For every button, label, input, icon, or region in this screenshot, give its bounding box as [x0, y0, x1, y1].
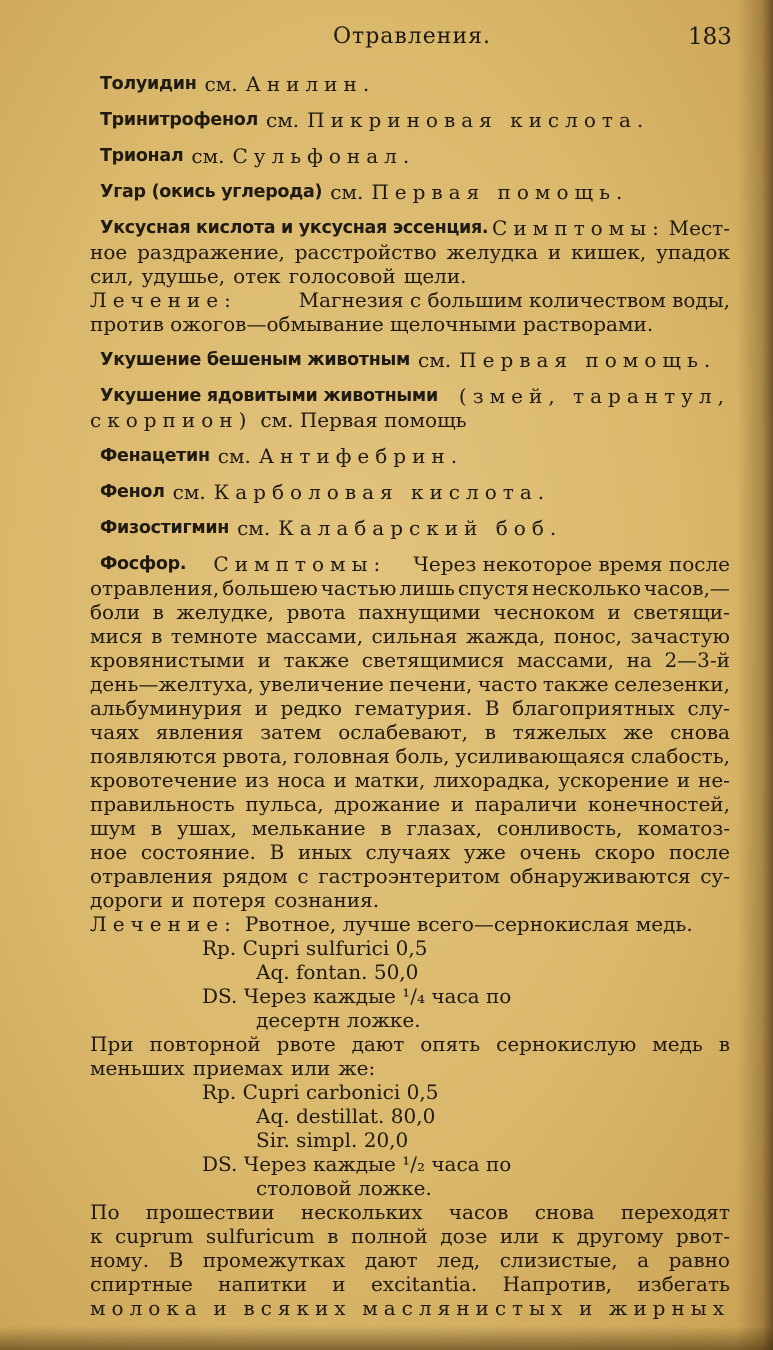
- word: матки,: [354, 768, 426, 792]
- word: редко: [280, 696, 342, 720]
- phos-line: [90, 624, 730, 648]
- treatment-text: против ожогов—обмывание щелочными растворами.: [90, 312, 654, 336]
- entry-see: см.: [330, 180, 364, 204]
- word: голосовой: [288, 264, 396, 288]
- word: мися: [90, 624, 143, 648]
- word: также: [283, 648, 350, 672]
- entry-see: см.: [191, 144, 225, 168]
- word: благоприятных: [512, 696, 675, 720]
- word: избегать: [637, 1272, 730, 1296]
- phos-line: [90, 816, 730, 840]
- phos-line: [90, 864, 730, 888]
- symptoms-label: Симптомы:: [492, 216, 665, 240]
- word: ускорение: [558, 768, 669, 792]
- word: часов,—: [643, 576, 730, 600]
- acid-treatment-line: [90, 312, 730, 336]
- phos-line: [90, 600, 730, 624]
- word: альбуминурия: [90, 696, 243, 720]
- entry-term: Укушение бешеным животным: [100, 350, 411, 370]
- spacer: [90, 540, 730, 552]
- acid-treatment-line: [90, 288, 730, 312]
- word: правильность: [90, 792, 235, 816]
- recipe-line: Rp. Cupri carbonici 0,5: [202, 1080, 439, 1104]
- word: пульса,: [245, 792, 324, 816]
- word: светящи-: [633, 600, 730, 624]
- recipe-line: Rp. Cupri sulfurici 0,5: [202, 936, 428, 960]
- word: кишек,: [571, 240, 647, 264]
- word: щели.: [403, 264, 467, 288]
- phos-text: Через некоторое время после: [413, 552, 730, 576]
- word: в: [151, 624, 163, 648]
- header-title: Отравления.: [333, 24, 491, 49]
- word: и: [332, 1272, 346, 1296]
- word: cuprum: [115, 1224, 194, 1248]
- entry-term: Фенацетин: [100, 446, 210, 466]
- word: полной: [350, 1224, 428, 1248]
- recipe-line: DS. Через каждые ¹/₄ часа по: [202, 984, 512, 1008]
- acid-term: Уксусная кислота и уксусная эссенция.: [100, 218, 489, 238]
- word: жирных: [608, 1296, 730, 1320]
- word: отравления,: [90, 576, 220, 600]
- word: коматоз-: [637, 816, 730, 840]
- spacer: [90, 132, 730, 144]
- word: удушье,: [141, 264, 226, 288]
- word: сильная: [371, 624, 458, 648]
- word: к: [90, 1224, 103, 1248]
- index-entry: [90, 480, 730, 504]
- entry-term: Толуидин: [100, 74, 197, 94]
- word: глазах,: [406, 816, 483, 840]
- word: упадок: [656, 240, 730, 264]
- word: отравления: [90, 864, 213, 888]
- word: прошествии: [145, 1200, 275, 1224]
- word: мелькание: [251, 816, 366, 840]
- word: сонливость,: [496, 816, 623, 840]
- word: к: [551, 1224, 565, 1248]
- word: усиливающаяся: [455, 744, 625, 768]
- word: часто: [477, 672, 538, 696]
- word: появляются: [90, 744, 217, 768]
- word: не-: [698, 768, 730, 792]
- index-entry: [90, 72, 730, 96]
- word: промежутках: [202, 1248, 346, 1272]
- word: несколько: [531, 576, 641, 600]
- phos-term: Фосфор.: [100, 554, 187, 574]
- word: отек: [233, 264, 281, 288]
- word: и: [171, 888, 185, 912]
- word: ушах,: [176, 816, 237, 840]
- word: в: [327, 1224, 339, 1248]
- word: рвота: [286, 600, 346, 624]
- recipe-line: десертн ложке.: [256, 1008, 421, 1032]
- word: на: [626, 648, 652, 672]
- bite-spaced: скорпион): [90, 408, 253, 432]
- phos-line: [90, 1296, 730, 1320]
- entry-reference: Первая помощь.: [459, 348, 717, 372]
- entry-term: Трионал: [100, 146, 184, 166]
- word: селезенки,: [614, 672, 730, 696]
- phos-line: [90, 1272, 730, 1296]
- index-entry: [90, 108, 730, 132]
- word: также: [542, 672, 609, 696]
- treatment-text: Магнезия с большим количеством воды,: [298, 288, 730, 312]
- word: же:: [338, 1056, 376, 1080]
- entry-reference: Анилин.: [245, 72, 376, 96]
- entry-reference: Карболовая кислота.: [213, 480, 551, 504]
- phos-treatment-line: [90, 912, 730, 936]
- phos-line: [90, 672, 730, 696]
- treatment-label: Лечение:: [90, 288, 237, 312]
- index-entry: [90, 180, 730, 204]
- index-entry: [90, 348, 730, 372]
- spacer: [90, 372, 730, 384]
- word: ное: [90, 840, 128, 864]
- spacer: [90, 96, 730, 108]
- word: раздражение,: [137, 240, 285, 264]
- word: скоро: [594, 840, 656, 864]
- word: дозе: [440, 1224, 488, 1248]
- word: рвота,: [222, 744, 288, 768]
- word: частью: [320, 576, 397, 600]
- word: и: [676, 768, 691, 792]
- word: с: [297, 864, 309, 888]
- word: ослабевают,: [338, 720, 468, 744]
- word: В: [484, 696, 500, 720]
- word: слабость,: [630, 744, 730, 768]
- phos-line: [90, 696, 730, 720]
- word: дают: [351, 1032, 405, 1056]
- recipe-line: Aq. fontan. 50,0: [256, 960, 419, 984]
- word: параличи: [474, 792, 578, 816]
- word: носа: [277, 768, 326, 792]
- spacer: [90, 336, 730, 348]
- word: лед,: [437, 1248, 481, 1272]
- word: дрожание: [334, 792, 441, 816]
- spacer: [90, 432, 730, 444]
- word: По: [90, 1200, 120, 1224]
- entry-reference: Калабарский боб.: [278, 516, 563, 540]
- word: опять: [420, 1032, 481, 1056]
- phos-line: [90, 1200, 730, 1224]
- word: темноте: [170, 624, 258, 648]
- page-body: [90, 72, 730, 1320]
- phos-line: [90, 1224, 730, 1248]
- spacer: [90, 504, 730, 516]
- word: су-: [700, 864, 730, 888]
- word: напитки: [218, 1272, 307, 1296]
- word: и: [254, 696, 268, 720]
- entry-reference: Антифебрин.: [258, 444, 464, 468]
- word: сил,: [90, 264, 134, 288]
- word: в: [380, 816, 392, 840]
- word: и: [547, 240, 562, 264]
- word: явления: [155, 720, 244, 744]
- word: молока: [90, 1296, 203, 1320]
- word: желудке,: [176, 600, 275, 624]
- word: зачастую: [630, 624, 730, 648]
- word: обнаруживаются: [509, 864, 691, 888]
- acid-line: [90, 264, 730, 288]
- entry-term: Фенол: [100, 482, 165, 502]
- treatment-text: Рвотное, лучше всего—сернокислая медь.: [244, 912, 693, 936]
- word: повторной: [149, 1032, 261, 1056]
- word: в: [150, 816, 163, 840]
- entry-reference: Сульфонал.: [232, 144, 416, 168]
- word: дороги: [90, 888, 164, 912]
- word: снова: [534, 1200, 595, 1224]
- word: чаях: [90, 720, 140, 744]
- word: спустя: [457, 576, 529, 600]
- word: рядом: [222, 864, 288, 888]
- page-edge-shadow: [737, 0, 773, 1350]
- word: другому: [576, 1224, 664, 1248]
- entry-term: Тринитрофенол: [100, 110, 259, 130]
- word: желудка: [446, 240, 538, 264]
- word: пахнущими: [358, 600, 481, 624]
- word: 2—3-й: [664, 648, 730, 672]
- word: очень: [519, 840, 581, 864]
- entry-see: см.: [418, 348, 452, 372]
- word: слу-: [687, 696, 730, 720]
- word: после: [668, 840, 730, 864]
- word: переходят: [620, 1200, 730, 1224]
- word: большею: [222, 576, 318, 600]
- word: случаях: [365, 840, 451, 864]
- word: снова: [670, 720, 730, 744]
- word: приемах: [192, 1056, 283, 1080]
- word: и: [257, 648, 271, 672]
- word: затем: [260, 720, 322, 744]
- entry-see: см.: [172, 480, 206, 504]
- symptoms-label: Симптомы:: [213, 552, 387, 576]
- phos-line: [90, 840, 730, 864]
- word: а: [637, 1248, 650, 1272]
- word: часов: [448, 1200, 509, 1224]
- word: или: [499, 1224, 540, 1248]
- word: или: [290, 1056, 331, 1080]
- word: сознания.: [274, 888, 380, 912]
- word: боли: [90, 600, 141, 624]
- word: головная: [293, 744, 390, 768]
- word: дают: [364, 1248, 418, 1272]
- word: спиртные: [90, 1272, 193, 1296]
- word: всяких: [243, 1296, 352, 1320]
- word: гастроэнтеритом: [318, 864, 500, 888]
- word: медь: [652, 1032, 703, 1056]
- text-content: [90, 72, 730, 1320]
- running-header: [0, 24, 773, 54]
- bite-line: [90, 384, 730, 408]
- word: ное: [90, 240, 128, 264]
- word: иных: [297, 840, 352, 864]
- word: в: [152, 600, 164, 624]
- bite-rest: см. Первая помощь: [260, 408, 467, 432]
- phos-line: [90, 576, 730, 600]
- word: равно: [668, 1248, 730, 1272]
- phos-line: [90, 1032, 730, 1056]
- entry-term: Угар (окись углерода): [100, 182, 323, 202]
- word: понос,: [553, 624, 623, 648]
- entry-see: см.: [217, 444, 251, 468]
- word: лихорадка,: [433, 768, 551, 792]
- word: сернокислую: [496, 1032, 637, 1056]
- entry-reference: Первая помощь.: [371, 180, 629, 204]
- phos-line: [90, 1056, 730, 1080]
- page-bottom-shadow: [0, 1326, 773, 1350]
- index-entry: [90, 516, 730, 540]
- bite-line: [90, 408, 730, 432]
- entry-see: см.: [237, 516, 271, 540]
- phos-line: [90, 888, 730, 912]
- word: Напротив,: [502, 1272, 613, 1296]
- entry-see: см.: [266, 108, 300, 132]
- index-entry: [90, 144, 730, 168]
- bite-paren: (змей, тарантул,: [458, 384, 730, 408]
- word: excitantia.: [370, 1272, 478, 1296]
- acid-line: [90, 240, 730, 264]
- word: увеличение: [259, 672, 384, 696]
- word: конечностей,: [587, 792, 730, 816]
- recipe-line: DS. Через каждые ¹/₂ часа по: [202, 1152, 512, 1176]
- word: и: [213, 1296, 233, 1320]
- word: печени,: [389, 672, 473, 696]
- phos-line: [90, 792, 730, 816]
- word: расстройство: [294, 240, 437, 264]
- word: в: [484, 720, 496, 744]
- spacer: [90, 204, 730, 216]
- phos-line: [90, 648, 730, 672]
- recipe-line: столовой ложке.: [256, 1176, 432, 1200]
- word: состояние.: [140, 840, 256, 864]
- phos-line: [90, 720, 730, 744]
- treatment-label: Лечение:: [90, 912, 237, 936]
- word: жажда,: [465, 624, 546, 648]
- phos-line: [90, 1248, 730, 1272]
- page-number: 183: [688, 24, 732, 50]
- word: и: [450, 792, 465, 816]
- word: рвоте: [276, 1032, 336, 1056]
- word: sulfuricum: [205, 1224, 315, 1248]
- word: светящимися: [361, 648, 505, 672]
- entry-term: Физостигмин: [100, 518, 230, 538]
- word: гематурия.: [354, 696, 473, 720]
- bite-term: Укушение ядовитыми животными: [100, 386, 438, 406]
- word: день—желтуха,: [90, 672, 254, 696]
- word: и: [578, 1296, 599, 1320]
- word: кровотечение: [90, 768, 238, 792]
- word: массами,: [266, 624, 364, 648]
- phos-line: [90, 744, 730, 768]
- acid-line: [90, 216, 730, 240]
- word: тяжелых: [512, 720, 607, 744]
- word: маслянистых: [362, 1296, 569, 1320]
- word: из: [244, 768, 270, 792]
- index-entry: [90, 444, 730, 468]
- phos-line: [90, 552, 730, 576]
- word: потеря: [192, 888, 267, 912]
- word: же: [623, 720, 654, 744]
- word: рвот-: [676, 1224, 730, 1248]
- word: чесноком: [493, 600, 595, 624]
- word: и: [607, 600, 621, 624]
- word: массами,: [516, 648, 615, 672]
- word: и: [333, 768, 347, 792]
- recipe-line: Aq. destillat. 80,0: [256, 1104, 436, 1128]
- entry-reference: Пикриновая кислота.: [307, 108, 650, 132]
- spacer: [90, 168, 730, 180]
- word: меньших: [90, 1056, 185, 1080]
- word: нескольких: [300, 1200, 423, 1224]
- word: в: [718, 1032, 730, 1056]
- word: слизистые,: [499, 1248, 618, 1272]
- word: боль,: [395, 744, 450, 768]
- acid-text: Мест-: [668, 216, 730, 240]
- word: При: [90, 1032, 134, 1056]
- word: шум: [90, 816, 136, 840]
- recipe-line: Sir. simpl. 20,0: [256, 1128, 409, 1152]
- word: уже: [463, 840, 506, 864]
- word: В: [168, 1248, 184, 1272]
- word: лишь: [399, 576, 455, 600]
- phos-line: [90, 768, 730, 792]
- word: ному.: [90, 1248, 150, 1272]
- word: В: [269, 840, 285, 864]
- entry-see: см.: [204, 72, 238, 96]
- spacer: [90, 468, 730, 480]
- word: кровянистыми: [90, 648, 245, 672]
